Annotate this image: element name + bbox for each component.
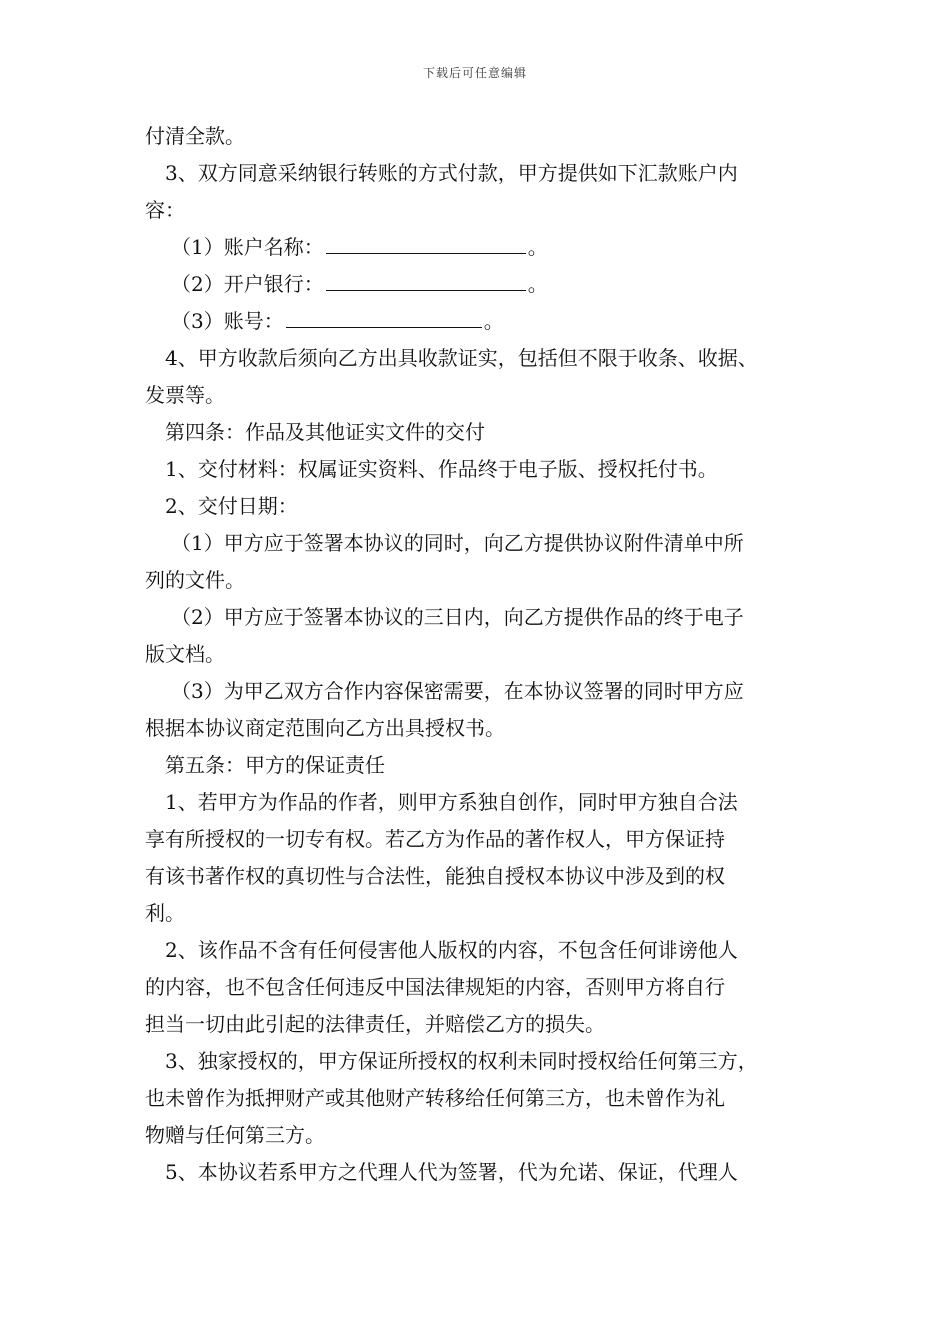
- account-name-label: （1）账户名称：: [171, 235, 324, 259]
- period: 。: [483, 309, 504, 333]
- text-line: 的内容，也不包含任何违反中国法律规矩的内容，否则甲方将自行: [145, 975, 725, 999]
- bank-name-line: [145, 266, 830, 303]
- text-line: 物赠与任何第三方。: [145, 1123, 325, 1147]
- text-line: 3、双方同意采纳银行转账的方式付款，甲方提供如下汇款账户内: [165, 161, 738, 185]
- bank-name-label: （2）开户银行：: [171, 272, 324, 296]
- account-number-line: [145, 303, 830, 340]
- text-line: （1）甲方应于签署本协议的同时，向乙方提供协议附件清单中所: [171, 531, 744, 555]
- text-line: 有该书著作权的真切性与合法性，能独自授权本协议中涉及到的权: [145, 864, 725, 888]
- section-heading: 第四条：作品及其他证实文件的交付: [165, 420, 485, 444]
- text-line: 2、交付日期：: [165, 494, 298, 518]
- text-line: 版文档。: [145, 642, 225, 666]
- account-name-line: [145, 229, 830, 266]
- text-line: 2、该作品不含有任何侵害他人版权的内容，不包含任何诽谤他人: [165, 938, 738, 962]
- period: 。: [527, 235, 548, 259]
- text-line: 也未曾作为抵押财产或其他财产转移给任何第三方，也未曾作为礼: [145, 1086, 725, 1110]
- text-line: 列的文件。: [145, 568, 245, 592]
- text-line: （3）为甲乙双方合作内容保密需要，在本协议签署的同时甲方应: [171, 679, 744, 703]
- text-line: 担当一切由此引起的法律责任，并赔偿乙方的损失。: [145, 1012, 605, 1036]
- text-line: 1、交付材料：权属证实资料、作品终于电子版、授权托付书。: [165, 457, 718, 481]
- account-name-blank: [326, 235, 526, 254]
- account-number-blank: [286, 309, 482, 328]
- section-heading: 第五条：甲方的保证责任: [165, 753, 385, 777]
- page-header: 下载后可任意编辑: [422, 66, 527, 80]
- period: 。: [527, 272, 548, 296]
- account-number-label: （3）账号：: [171, 309, 284, 333]
- text-line: 享有所授权的一切专有权。若乙方为作品的著作权人，甲方保证持: [145, 827, 725, 851]
- text-line: 付清全款。: [145, 124, 245, 148]
- text-line: （2）甲方应于签署本协议的三日内，向乙方提供作品的终于电子: [171, 605, 744, 629]
- text-line: 利。: [145, 901, 185, 925]
- text-line: 3、独家授权的，甲方保证所授权的权利未同时授权给任何第三方，: [165, 1049, 758, 1073]
- document-body: [145, 118, 830, 1191]
- text-line: 根据本协议商定范围向乙方出具授权书。: [145, 716, 505, 740]
- text-line: 容：: [145, 198, 185, 222]
- text-line: 1、若甲方为作品的作者，则甲方系独自创作，同时甲方独自合法: [165, 790, 738, 814]
- text-line: 5、本协议若系甲方之代理人代为签署，代为允诺、保证，代理人: [165, 1160, 738, 1184]
- bank-name-blank: [326, 272, 526, 291]
- text-line: 4、甲方收款后须向乙方出具收款证实，包括但不限于收条、收据、: [165, 346, 758, 370]
- text-line: 发票等。: [145, 383, 225, 407]
